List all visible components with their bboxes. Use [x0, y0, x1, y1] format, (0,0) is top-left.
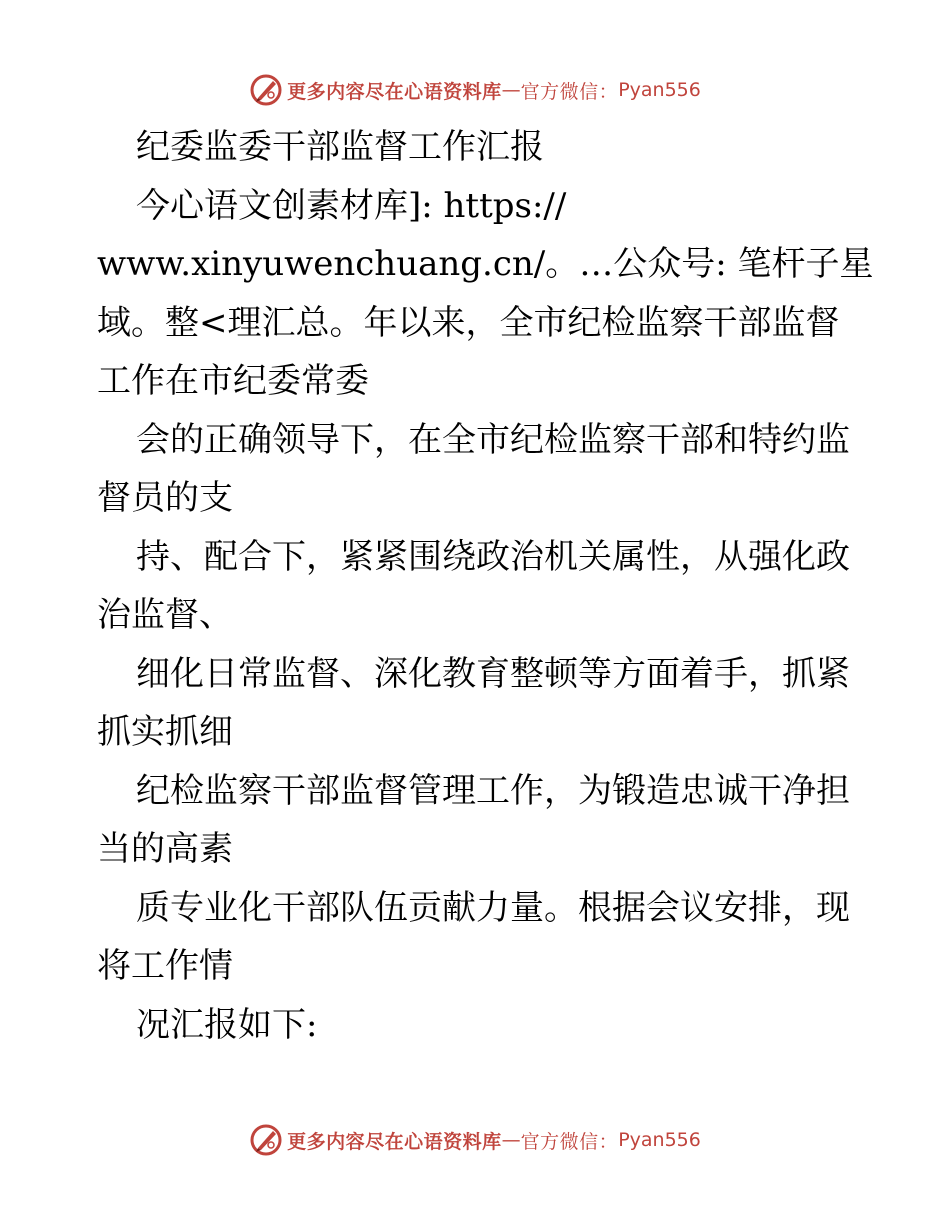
body-line: 将工作情	[97, 946, 233, 986]
body-line: www.xinyuwenchuang.cn/。…公众号: 笔杆子星	[97, 244, 874, 284]
document-body	[97, 118, 874, 1054]
body-line: 质专业化干部队伍贡献力量。根据会议安排，现	[136, 887, 850, 928]
body-line: 纪检监察干部监督管理工作，为锻造忠诚干净担	[136, 770, 850, 811]
body-line: 督员的支	[97, 478, 233, 518]
body-line: 当的高素	[97, 829, 233, 869]
header-watermark-banner	[0, 70, 950, 110]
quill-pen-logo-icon	[249, 73, 283, 107]
separator: —	[501, 79, 521, 101]
footer-watermark	[249, 1123, 701, 1157]
document-title: 纪委监委干部监督工作汇报	[136, 127, 544, 167]
footer-watermark-banner	[0, 1120, 950, 1160]
promo-text: 更多内容尽在心语资料库	[287, 1130, 502, 1153]
wechat-label: 官方微信：	[520, 80, 619, 103]
body-line: 工作在市纪委常委	[97, 361, 369, 401]
wechat-id: Pyan556	[618, 79, 701, 101]
body-line: 治监督、	[97, 595, 233, 635]
body-line: 细化日常监督、深化教育整顿等方面着手，抓紧	[136, 653, 850, 694]
header-watermark	[249, 73, 701, 107]
wechat-label: 官方微信：	[520, 1130, 619, 1153]
body-line: 况汇报如下:	[136, 1004, 318, 1045]
body-line: 持、配合下，紧紧围绕政治机关属性，从强化政	[136, 536, 850, 577]
quill-pen-logo-icon	[249, 1123, 283, 1157]
body-line: 抓实抓细	[97, 712, 233, 752]
separator: —	[501, 1129, 521, 1151]
promo-text: 更多内容尽在心语资料库	[287, 80, 502, 103]
body-line: 域。整<理汇总。年以来，全市纪检监察干部监督	[97, 302, 840, 343]
body-line: 会的正确领导下，在全市纪检监察干部和特约监	[136, 419, 850, 460]
body-line: 今心语文创素材库]: https://	[136, 185, 567, 226]
wechat-id: Pyan556	[618, 1129, 701, 1151]
